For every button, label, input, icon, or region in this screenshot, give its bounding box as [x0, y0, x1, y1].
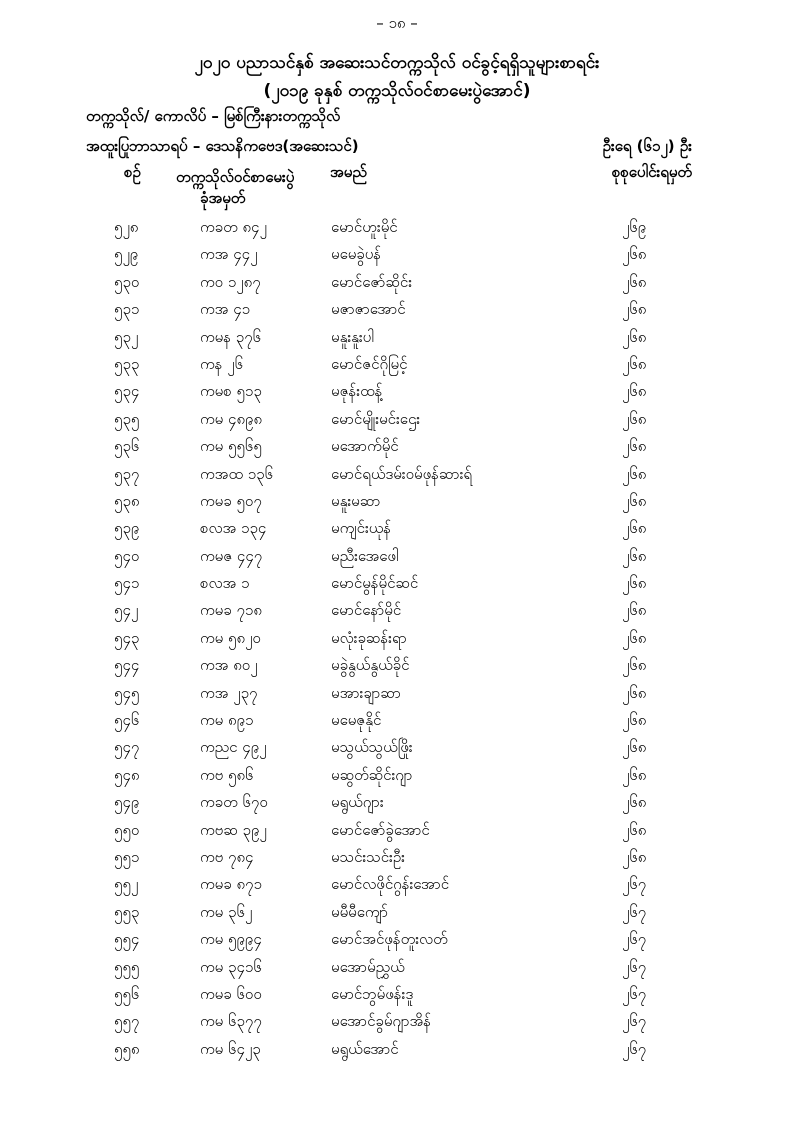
student-name: မောင်မွန်မိုင်ဆင် [331, 574, 419, 593]
student-name: မရွယ်ဂျား [331, 793, 384, 812]
row-number: ၅၄၈ [114, 765, 140, 784]
header-name: အမည် [330, 163, 367, 181]
table-header [0, 163, 794, 213]
table-row [0, 817, 794, 844]
table-row [0, 926, 794, 953]
student-name: မမီမီကျော် [331, 902, 389, 921]
table-row [0, 625, 794, 652]
row-number: ၅၅၀ [114, 820, 140, 839]
row-number: ၅၄၀ [114, 546, 140, 565]
total-marks: ၂၆၈ [622, 464, 647, 483]
total-marks: ၂၆၈ [622, 711, 647, 730]
total-marks: ၂၆၈ [622, 245, 647, 264]
roll-number: ကန ၂၆ [200, 354, 244, 373]
table-row [0, 597, 794, 624]
table-row [0, 871, 794, 898]
student-name: မောင်ဘွမ်ဖန်းဒူ [331, 984, 414, 1003]
document-subtitle: (၂၀၁၉ ခုနှစ် တက္ကသိုလ်ဝင်စာမေးပွဲအောင်) [263, 81, 531, 101]
table-row [0, 543, 794, 570]
row-number: ၅၅၇ [114, 1012, 140, 1031]
total-marks: ၂၆၇ [622, 1039, 647, 1058]
roll-number: ကဗ ၇၈၄ [200, 847, 254, 866]
roll-number: ကမန ၃၇၆ [200, 327, 262, 346]
student-name: မအောင်ခွမ်ဂျာအိန် [331, 1012, 432, 1031]
table-row [0, 488, 794, 515]
total-marks: ၂၆၈ [622, 683, 647, 702]
roll-number: ကမ ၆၄၂၃ [200, 1039, 261, 1058]
table-row [0, 789, 794, 816]
header-total-marks: စုစုပေါင်းရမှတ် [611, 163, 692, 181]
row-number: ၅၄၃ [114, 628, 140, 647]
row-number: ၅၄၂ [114, 601, 139, 620]
table-row [0, 433, 794, 460]
table-row [0, 324, 794, 351]
row-number: ၅၃၃ [114, 354, 140, 373]
subject-label: အထူးပြုဘာသာရပ် – ဒေသနိကဗေဒ(အဆေးသင်) [86, 137, 359, 155]
table-row [0, 1036, 794, 1063]
roll-number: ကမခ ၆၀၀ [200, 984, 262, 1003]
roll-number: ကညင ၄၉၂ [200, 738, 267, 757]
table-row [0, 981, 794, 1008]
total-marks: ၂၆၇ [622, 930, 647, 949]
row-number: ၅၃၀ [114, 272, 140, 291]
roll-number: ကအ ၈၀၂ [200, 656, 258, 675]
row-number: ၅၄၉ [114, 793, 140, 812]
table-row [0, 570, 794, 597]
row-number: ၅၃၆ [114, 437, 140, 456]
roll-number: ကမ ၄၈၉၈ [200, 409, 263, 428]
total-marks: ၂၆၈ [622, 546, 647, 565]
student-name: မနူးမဆာ [331, 491, 381, 510]
student-name: မဆွတ်ဆိုင်းဂျာ [331, 765, 413, 784]
roll-number: ကခတ ၈၄၂ [200, 218, 267, 236]
row-number: ၅၃၅ [114, 409, 140, 428]
total-marks: ၂၆၈ [622, 409, 647, 428]
roll-number: ကမ ၃၄၁၆ [200, 957, 262, 976]
student-name: မအားချာဆာ [331, 683, 401, 702]
total-marks: ၂၆၇ [622, 875, 647, 894]
table-row [0, 680, 794, 707]
header-roll-number-line-2: ခုံအမှတ် [200, 189, 246, 207]
row-number: ၅၅၁ [114, 847, 140, 866]
row-number: ၅၅၂ [114, 875, 139, 894]
roll-number: ကဗ ၅၈၆ [200, 765, 254, 784]
row-number: ၅၄၅ [114, 683, 140, 702]
row-number: ၅၃၄ [114, 382, 140, 401]
student-name: မောင်လဖိုင်ဂွန်းအောင် [331, 875, 450, 894]
roll-number: ကမခ ၇၁၈ [200, 601, 262, 620]
row-number: ၅၅၅ [114, 957, 140, 976]
document-title: ၂၀၂၀ ပညာသင်နှစ် အဆေးသင်တက္ကသိုလ် ဝင်ခွင့်ရရှိသူများစာရင်း [194, 53, 600, 73]
total-marks: ၂၆၈ [622, 272, 647, 291]
roll-number: ကအ ၄၄၂ [200, 245, 258, 264]
roll-number: ကဗဆ ၃၉၂ [200, 820, 267, 839]
total-marks: ၂၆၇ [622, 984, 647, 1003]
student-name: မရွယ်အောင် [331, 1039, 399, 1058]
total-marks: ၂၆၈ [622, 765, 647, 784]
row-number: ၅၅၄ [114, 930, 140, 949]
student-list [0, 214, 794, 1063]
student-name: မောင်နော်မိုင် [331, 601, 402, 620]
total-marks: ၂၆၈ [622, 519, 647, 538]
table-row [0, 1008, 794, 1035]
student-name: မညီးအေဖေါ [331, 546, 399, 565]
row-number: ၅၃၇ [114, 464, 140, 483]
table-row [0, 241, 794, 268]
table-row [0, 954, 794, 981]
header-no: စဉ် [124, 163, 141, 181]
roll-number: ကမဇ ၄၄၇ [200, 546, 263, 565]
total-count: ဦးရေ (၆၁၂) ဦး [602, 137, 692, 155]
student-name: မသွယ်သွယ်ဖြိုး [331, 738, 413, 757]
roll-number: ကမ ၅၈၂၀ [200, 628, 261, 647]
row-number: ၅၂၈ [114, 218, 139, 236]
roll-number: ကမ ၆၃၇၇ [200, 1012, 262, 1031]
row-number: ၅၃၈ [114, 491, 140, 510]
row-number: ၅၄၄ [114, 656, 140, 675]
total-marks: ၂၆၈ [622, 354, 647, 373]
student-name: မဇုန်းထန့် [331, 382, 383, 401]
total-marks: ၂၆၈ [622, 628, 647, 647]
student-name: မောင်ဇော်ဆိုင်း [331, 272, 413, 291]
student-name: မသင်းသင်းဦး [331, 847, 405, 866]
total-marks: ၂၆၈ [622, 437, 647, 456]
student-name: မောင်ရယ်ဒမ်းဝမ်ဖုန်ဆားရ် [331, 464, 472, 483]
table-row [0, 652, 794, 679]
university-line: တက္ကသိုလ်/ ကောလိပ် – မြစ်ကြီးနားတက္ကသိုလ် [86, 107, 341, 125]
total-marks: ၂၆၇ [622, 1012, 647, 1031]
table-row [0, 406, 794, 433]
total-marks: ၂၆၈ [622, 820, 647, 839]
roll-number: ကမ ၅၅၆၅ [200, 437, 262, 456]
total-marks: ၂၆၈ [622, 738, 647, 757]
table-row [0, 707, 794, 734]
roll-number: ကမခ ၈၇၁ [200, 875, 262, 894]
roll-number: ကဝ ၁၂၈၇ [200, 272, 261, 291]
row-number: ၅၅၈ [114, 1039, 140, 1058]
student-name: မမေခွဲပန် [331, 245, 382, 264]
total-marks: ၂၆၉ [622, 218, 647, 236]
table-row [0, 351, 794, 378]
table-row [0, 734, 794, 761]
student-name: မအောက်မိုင် [331, 437, 399, 456]
table-row [0, 844, 794, 871]
total-marks: ၂၆၈ [622, 601, 647, 620]
student-name: မောင်မျိုးမင်းဌေး [331, 409, 421, 428]
total-marks: ၂၆၈ [622, 300, 647, 319]
student-name: မကျင်းယုန် [331, 519, 392, 538]
total-marks: ၂၆၈ [622, 793, 647, 812]
table-row [0, 899, 794, 926]
row-number: ၅၄၇ [114, 738, 140, 757]
total-marks: ၂၆၈ [622, 382, 647, 401]
table-row [0, 515, 794, 542]
header-roll-number: တက္ကသိုလ်ဝင်စာမေးပွဲ [176, 168, 295, 186]
roll-number: ကအ ၄၁ [200, 300, 251, 319]
student-name: မအောမ်ညွှယ် [331, 957, 405, 976]
student-name: မခွဲနွယ်နွယ်ခိုင် [331, 656, 410, 675]
roll-number: စလအ ၁၃၄ [200, 519, 267, 538]
roll-number: ကမ ၃၆၂ [200, 902, 253, 921]
table-row [0, 269, 794, 296]
table-row [0, 378, 794, 405]
roll-number: ကမစ ၅၁၃ [200, 382, 262, 401]
row-number: ၅၄၁ [114, 574, 140, 593]
row-number: ၅၅၃ [114, 902, 140, 921]
total-marks: ၂၆၈ [622, 656, 647, 675]
row-number: ၅၄၆ [114, 711, 140, 730]
student-name: မောင်ဇော်ခွဲအောင် [331, 820, 430, 839]
row-number: ၅၅၆ [114, 984, 140, 1003]
row-number: ၅၂၉ [114, 245, 139, 264]
student-name: မောင်ဟူးမိုင် [331, 218, 398, 236]
student-name: မဇာဇာအောင် [331, 300, 406, 319]
student-name: မလုံးခုဆန်းရာ [331, 628, 407, 647]
total-marks: ၂၆၈ [622, 847, 647, 866]
table-row [0, 296, 794, 323]
student-name: မောင်ဇင်ဂိုမြင့် [331, 354, 408, 373]
table-row [0, 461, 794, 488]
total-marks: ၂၆၈ [622, 491, 647, 510]
page-number: – ၁၈ – [376, 14, 418, 32]
roll-number: ကမ ၈၉၁ [200, 711, 254, 730]
student-name: မနူးနူးပါ [331, 327, 374, 346]
total-marks: ၂၆၇ [622, 902, 647, 921]
row-number: ၅၃၉ [114, 519, 140, 538]
row-number: ၅၃၁ [114, 300, 140, 319]
table-row [0, 762, 794, 789]
roll-number: ကမ ၅၉၉၄ [200, 930, 262, 949]
total-marks: ၂၆၇ [622, 957, 647, 976]
table-row [0, 214, 794, 241]
row-number: ၅၃၂ [114, 327, 139, 346]
student-name: မောင်အင်ဖုန်တူးလတ် [331, 930, 448, 949]
total-marks: ၂၆၈ [622, 327, 647, 346]
student-name: မမေဇုနိုင် [331, 711, 382, 730]
roll-number: ကခတ ၆၇၀ [200, 793, 268, 812]
total-marks: ၂၆၈ [622, 574, 647, 593]
roll-number: ကမခ ၅၀၇ [200, 491, 262, 510]
roll-number: စလအ ၁ [200, 574, 250, 593]
roll-number: ကအထ ၁၃၆ [200, 464, 274, 483]
roll-number: ကအ ၂၃၇ [200, 683, 258, 702]
